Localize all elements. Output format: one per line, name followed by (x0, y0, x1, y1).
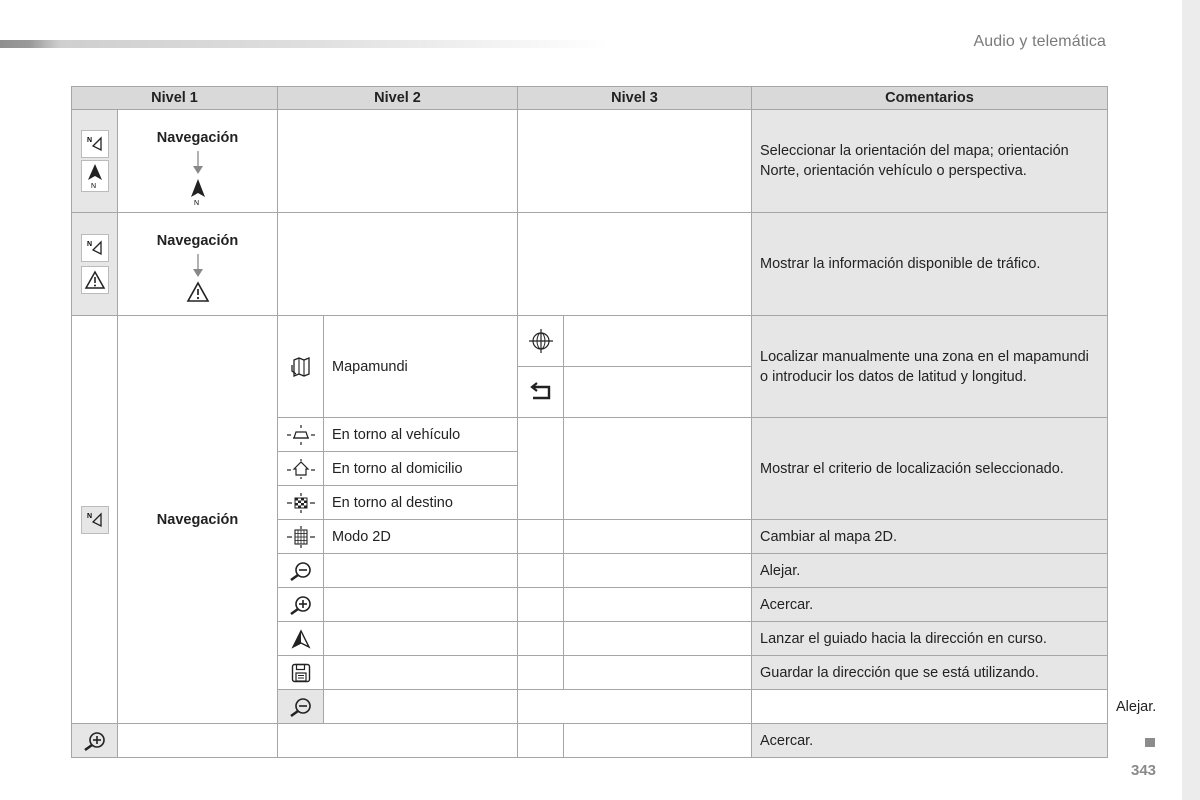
back-label-empty (564, 367, 752, 418)
mapamundi-comment: Localizar manualmente una zona en el mapamundi o introducir los datos de latitud y longitud. (752, 316, 1108, 418)
crosshair-icon-cell[interactable] (518, 316, 564, 367)
mode-2d-level3-label-empty (564, 520, 752, 554)
guidance-level3-label-empty (564, 622, 752, 656)
header-decorative-bar (0, 40, 610, 48)
svg-text:N: N (193, 200, 199, 206)
mode-2d-label[interactable]: Modo 2D (324, 520, 518, 554)
around-home-icon-cell[interactable] (278, 452, 324, 486)
traffic-icons-cell (72, 213, 118, 316)
map-orientation-icon (81, 130, 109, 158)
nav-icon-cell (72, 316, 118, 724)
orientation-comment: Seleccionar la orientación del mapa; orientación Norte, orientación vehículo o perspectiva. (752, 110, 1108, 213)
north-arrow-icon (81, 160, 109, 192)
table-row-zoom-in (72, 724, 1108, 758)
column-header-comentarios: Comentarios (752, 87, 1108, 110)
navigation-menu-table (71, 86, 1157, 758)
table-row-traffic (72, 213, 1108, 316)
column-header-nivel-2: Nivel 2 (278, 87, 518, 110)
nav-zoom-out-comment: Alejar. (752, 554, 1108, 588)
table-header-row (72, 87, 1108, 110)
around-home-label[interactable]: En torno al domicilio (324, 452, 518, 486)
orientation-icons-cell (72, 110, 118, 213)
zoom-out-icon (288, 560, 314, 582)
table-row-mapamundi (72, 316, 1108, 367)
zoom-in-level1-label-empty (118, 724, 278, 758)
mode-2d-comment: Cambiar al mapa 2D. (752, 520, 1108, 554)
around-level3-label-empty (564, 418, 752, 520)
svg-text:N: N (90, 183, 96, 189)
zoom-out-level2-empty (518, 690, 752, 724)
mode-2d-icon-cell[interactable] (278, 520, 324, 554)
nav-zoom-out-label-empty (324, 554, 518, 588)
save-comment: Guardar la dirección que se está utilizando. (752, 656, 1108, 690)
table-row-orientation (72, 110, 1108, 213)
save-icon (290, 662, 312, 684)
zoom-in-icon (288, 594, 314, 616)
crosshair-label-empty (564, 316, 752, 367)
orientation-level2-empty (278, 110, 518, 213)
nav-zoom-in-comment: Acercar. (752, 588, 1108, 622)
orientation-level3-empty (518, 110, 752, 213)
guidance-icon-cell[interactable] (278, 622, 324, 656)
around-vehicle-label[interactable]: En torno al vehículo (324, 418, 518, 452)
level1-title: Navegación (156, 233, 239, 249)
mode-2d-level3-icon-empty (518, 520, 564, 554)
mapamundi-icon-cell[interactable] (278, 316, 324, 418)
north-arrow-icon (189, 178, 207, 206)
guidance-level3-icon-empty (518, 622, 564, 656)
section-title: Audio y telemática (973, 33, 1106, 50)
table-row-zoom-out: Alejar. (72, 690, 1108, 724)
map-2d-grid-icon (286, 526, 316, 548)
zoom-in-icon-cell[interactable] (72, 724, 118, 758)
traffic-comment: Mostrar la información disponible de tráfico. (752, 213, 1108, 316)
save-level3-label-empty (564, 656, 752, 690)
save-icon-cell[interactable] (278, 656, 324, 690)
traffic-level3-empty (518, 213, 752, 316)
arrow-down-icon (192, 151, 204, 175)
save-label-empty (324, 656, 518, 690)
svg-text:N: N (86, 512, 92, 520)
svg-text:N: N (86, 137, 92, 144)
column-header-nivel-1: Nivel 1 (72, 87, 278, 110)
warning-triangle-icon (186, 281, 210, 303)
around-comment: Mostrar el criterio de localización seleccionado. (752, 418, 1108, 520)
destination-flag-icon (286, 493, 316, 513)
around-vehicle-icon-cell[interactable] (278, 418, 324, 452)
page-edge-strip (1182, 0, 1200, 800)
around-level3-icon-empty (518, 418, 564, 520)
page-end-marker (1145, 738, 1155, 747)
traffic-level1-cell (118, 213, 278, 316)
around-destination-icon-cell[interactable] (278, 486, 324, 520)
zoom-out-icon-cell[interactable] (278, 690, 324, 724)
zoom-out-level3-icon-empty (752, 690, 1108, 724)
guidance-label-empty (324, 622, 518, 656)
column-header-nivel-3: Nivel 3 (518, 87, 752, 110)
zoom-in-icon (82, 730, 108, 752)
orientation-level1-cell (118, 110, 278, 213)
nav-zoom-in-label-empty (324, 588, 518, 622)
zoom-out-icon (288, 696, 314, 718)
level1-title: Navegación (156, 511, 239, 528)
map-orientation-icon (81, 234, 109, 262)
nav-zoom-out-level3-icon-empty (518, 554, 564, 588)
arrow-down-icon (192, 254, 204, 278)
zoom-in-level2-empty (278, 724, 518, 758)
svg-text:N: N (86, 241, 92, 248)
world-map-icon (290, 357, 312, 377)
warning-triangle-icon (81, 266, 109, 294)
around-destination-label[interactable]: En torno al destino (324, 486, 518, 520)
page-number: 343 (1131, 762, 1157, 779)
back-icon-cell[interactable] (518, 367, 564, 418)
guidance-comment: Lanzar el guiado hacia la dirección en curso. (752, 622, 1108, 656)
navigation-arrow-icon (290, 629, 312, 649)
vehicle-location-icon (286, 425, 316, 445)
back-arrow-icon (529, 382, 553, 402)
traffic-level2-empty (278, 213, 518, 316)
home-location-icon (286, 459, 316, 479)
zoom-in-comment: Acercar. (752, 724, 1108, 758)
zoom-in-level3-label-empty (564, 724, 752, 758)
nav-level1-cell (118, 316, 278, 724)
level1-title: Navegación (156, 130, 239, 146)
mapamundi-label[interactable]: Mapamundi (324, 316, 518, 418)
zoom-in-level3-icon-empty (518, 724, 564, 758)
nav-zoom-in-level3-label-empty (564, 588, 752, 622)
save-level3-icon-empty (518, 656, 564, 690)
map-orientation-icon (81, 506, 109, 534)
globe-crosshair-icon (528, 328, 554, 354)
nav-zoom-in-level3-icon-empty (518, 588, 564, 622)
nav-zoom-out-icon-cell[interactable] (278, 554, 324, 588)
zoom-out-level1-label-empty (324, 690, 518, 724)
nav-zoom-in-icon-cell[interactable] (278, 588, 324, 622)
nav-zoom-out-level3-label-empty (564, 554, 752, 588)
